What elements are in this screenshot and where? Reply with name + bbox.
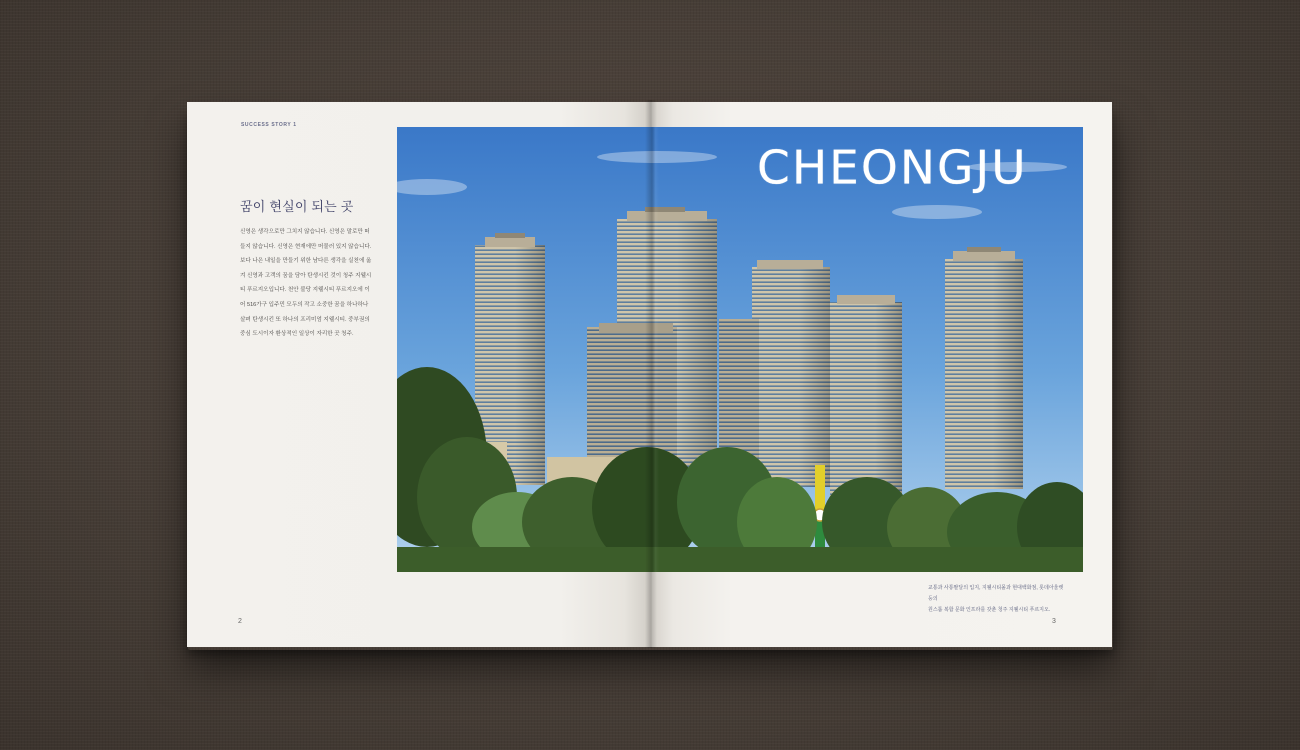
body-text: 신영은 생각으로만 그치지 않습니다. 신영은 말로만 떠 들지 않습니다. 신영은 현재에만 머물러 있지 않습니다. 보다 나은 내일을 만들기 위한 남다른 생각을 실천에 옮 겨 신영과 고객의 꿈을 담아 탄생시킨 것이 청주 지웰시 티 푸르지오입니다. 천안 불당 지웰시티 푸르지오에 이 어 516가구 입주민 모두의 작고 소중한 꿈을 하나하나 살펴 탄생시킨 또 하나의 프리미엄 지웰시티. 중부권의 중심 도시이자 환상적인 일상이 자리한 곳 청주. <box>240 229 372 338</box>
page-heading: 꿈이 현실이 되는 곳 <box>240 199 354 214</box>
page-number-left: 2 <box>238 618 242 625</box>
running-head: SUCCESS STORY 1 <box>241 122 297 128</box>
photo-spine-shadow <box>645 127 659 572</box>
photo-caption: 교통과 사통팔달의 입지, 지웰시티몰과 현대백화점, 롯데아울렛 등의 원스톱 복합 문화 인프라를 갖춘 청주 지웰시티 푸르지오. <box>928 585 1064 613</box>
page-number-right: 3 <box>1052 618 1056 625</box>
photo-title: CHEONGJU <box>757 141 1028 196</box>
